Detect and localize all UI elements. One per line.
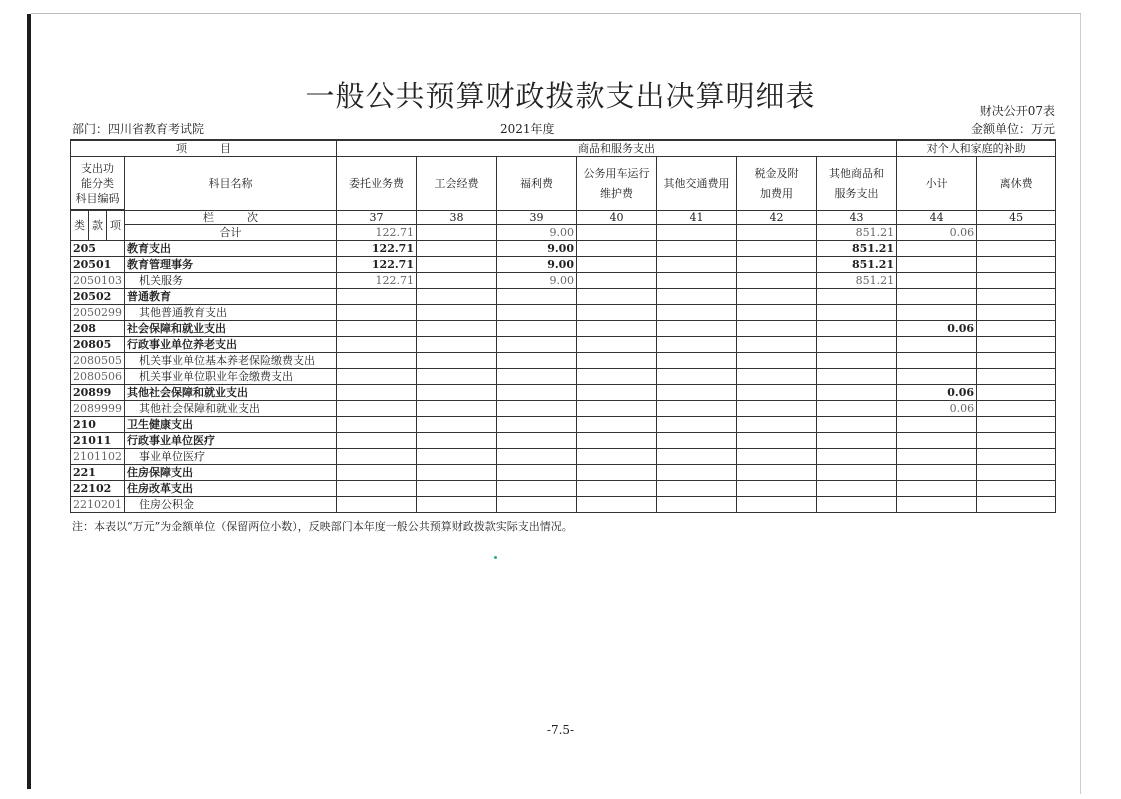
row-cell <box>337 385 417 401</box>
row-code: 205 <box>71 241 125 257</box>
row-name: 住房保障支出 <box>125 465 337 481</box>
row-cell: 122.71 <box>337 273 417 289</box>
row-cell <box>977 305 1056 321</box>
row-cell <box>417 273 497 289</box>
row-cell <box>657 433 737 449</box>
row-cell <box>577 401 657 417</box>
table-row <box>71 257 1056 273</box>
row-cell <box>657 257 737 273</box>
row-cell <box>337 465 417 481</box>
row-cell <box>337 497 417 513</box>
row-cell <box>977 465 1056 481</box>
row-cell <box>977 417 1056 433</box>
row-cell <box>577 273 657 289</box>
row-code: 2050299 <box>71 305 125 321</box>
row-cell <box>737 273 817 289</box>
row-cell <box>737 369 817 385</box>
row-cell <box>977 385 1056 401</box>
row-name: 教育管理事务 <box>125 257 337 273</box>
row-cell <box>737 481 817 497</box>
table-row <box>71 497 1056 513</box>
row-cell <box>817 289 897 305</box>
row-cell <box>497 321 577 337</box>
row-cell <box>977 241 1056 257</box>
row-cell <box>897 449 977 465</box>
row-cell <box>417 465 497 481</box>
row-cell <box>737 337 817 353</box>
row-cell <box>817 353 897 369</box>
header-col-subtotal: 小计 <box>897 157 977 211</box>
year-label: 2021年度 <box>500 122 555 136</box>
row-name: 其他社会保障和就业支出 <box>125 401 337 417</box>
row-code: 221 <box>71 465 125 481</box>
header-col-entrusted: 委托业务费 <box>337 157 417 211</box>
row-code: 208 <box>71 321 125 337</box>
department-label: 部门：四川省教育考试院 <box>72 122 205 136</box>
row-cell <box>657 369 737 385</box>
row-cell <box>657 417 737 433</box>
header-name-label: 科目名称 <box>125 157 337 211</box>
row-cell <box>497 353 577 369</box>
row-cell <box>577 481 657 497</box>
row-cell <box>417 481 497 497</box>
table-row <box>71 305 1056 321</box>
row-cell <box>657 449 737 465</box>
row-cell <box>737 257 817 273</box>
row-name: 社会保障和就业支出 <box>125 321 337 337</box>
col-number-37: 37 <box>337 211 417 225</box>
row-cell <box>417 241 497 257</box>
row-code: 20899 <box>71 385 125 401</box>
row-cell <box>817 481 897 497</box>
row-cell <box>817 497 897 513</box>
row-cell <box>417 257 497 273</box>
row-cell <box>657 465 737 481</box>
row-cell <box>657 481 737 497</box>
unit-label: 金额单位：万元 <box>970 122 1055 136</box>
row-cell <box>977 369 1056 385</box>
total-cell <box>657 225 737 241</box>
row-name: 事业单位医疗 <box>125 449 337 465</box>
row-cell <box>577 257 657 273</box>
row-cell <box>497 481 577 497</box>
row-cell <box>577 337 657 353</box>
row-cell <box>577 321 657 337</box>
row-cell <box>737 433 817 449</box>
row-cell <box>977 273 1056 289</box>
col-number-39: 39 <box>497 211 577 225</box>
row-cell <box>817 337 897 353</box>
page-title: 一般公共预算财政拨款支出决算明细表 <box>305 79 816 113</box>
row-cell <box>817 321 897 337</box>
row-cell <box>337 353 417 369</box>
row-cell <box>897 289 977 305</box>
row-code: 2089999 <box>71 401 125 417</box>
row-cell <box>977 353 1056 369</box>
row-cell: 0.06 <box>897 401 977 417</box>
row-cell <box>817 401 897 417</box>
row-cell <box>577 369 657 385</box>
scan-left-edge <box>27 14 31 789</box>
row-name: 其他社会保障和就业支出 <box>125 385 337 401</box>
row-cell <box>737 321 817 337</box>
row-cell <box>417 433 497 449</box>
col-number-45: 45 <box>977 211 1056 225</box>
row-cell <box>977 449 1056 465</box>
row-cell <box>337 481 417 497</box>
row-cell <box>417 417 497 433</box>
header-individual-subsidy: 对个人和家庭的补助 <box>897 140 1056 157</box>
col-number-38: 38 <box>417 211 497 225</box>
row-cell <box>897 481 977 497</box>
row-cell: 0.06 <box>897 385 977 401</box>
row-cell <box>577 433 657 449</box>
page-number: -7.5- <box>546 723 575 737</box>
table-row <box>71 401 1056 417</box>
col-number-41: 41 <box>657 211 737 225</box>
row-cell <box>657 305 737 321</box>
row-cell <box>577 449 657 465</box>
row-cell <box>417 401 497 417</box>
table-row <box>71 433 1056 449</box>
row-cell: 122.71 <box>337 241 417 257</box>
row-cell <box>497 305 577 321</box>
row-cell <box>657 353 737 369</box>
row-cell <box>897 497 977 513</box>
row-cell <box>417 369 497 385</box>
row-cell <box>977 433 1056 449</box>
table-row <box>71 385 1056 401</box>
row-cell <box>337 433 417 449</box>
total-label: 合计 <box>125 225 337 241</box>
row-cell <box>657 401 737 417</box>
row-name: 住房改革支出 <box>125 481 337 497</box>
row-name: 普通教育 <box>125 289 337 305</box>
row-cell <box>497 417 577 433</box>
row-cell <box>977 481 1056 497</box>
row-code: 20502 <box>71 289 125 305</box>
row-name: 教育支出 <box>125 241 337 257</box>
scan-speck <box>494 556 497 559</box>
row-cell <box>977 401 1056 417</box>
row-cell <box>657 241 737 257</box>
row-cell <box>417 305 497 321</box>
total-cell <box>577 225 657 241</box>
row-cell <box>417 337 497 353</box>
row-cell <box>897 337 977 353</box>
header-xiang: 项 <box>107 211 125 241</box>
table-row <box>71 369 1056 385</box>
row-cell <box>897 257 977 273</box>
row-cell <box>737 465 817 481</box>
row-code: 20805 <box>71 337 125 353</box>
row-cell <box>577 417 657 433</box>
row-cell <box>497 369 577 385</box>
header-col-official-vehicle: 公务用车运行维护费 <box>577 157 657 211</box>
form-code: 财决公开07表 <box>979 104 1055 118</box>
row-name: 机关服务 <box>125 273 337 289</box>
row-cell <box>897 273 977 289</box>
col-number-44: 44 <box>897 211 977 225</box>
col-number-42: 42 <box>737 211 817 225</box>
row-code: 2101102 <box>71 449 125 465</box>
header-code-label <box>71 157 125 210</box>
row-code: 22102 <box>71 481 125 497</box>
scan-right-edge <box>1080 14 1081 794</box>
row-cell <box>817 385 897 401</box>
header-col-union: 工会经费 <box>417 157 497 211</box>
row-cell <box>577 241 657 257</box>
table-row <box>71 465 1056 481</box>
row-cell <box>497 401 577 417</box>
row-code: 210 <box>71 417 125 433</box>
header-col-welfare: 福利费 <box>497 157 577 211</box>
row-code: 2210201 <box>71 497 125 513</box>
row-cell <box>577 353 657 369</box>
row-cell <box>577 385 657 401</box>
row-code: 21011 <box>71 433 125 449</box>
row-code: 20501 <box>71 257 125 273</box>
total-row <box>71 225 1056 241</box>
table-row <box>71 337 1056 353</box>
row-cell <box>337 305 417 321</box>
row-cell <box>497 337 577 353</box>
row-cell <box>577 289 657 305</box>
header-lei: 类 <box>71 211 89 241</box>
row-name: 住房公积金 <box>125 497 337 513</box>
row-cell <box>657 289 737 305</box>
row-name: 行政事业单位养老支出 <box>125 337 337 353</box>
table-row <box>71 353 1056 369</box>
row-cell <box>417 289 497 305</box>
row-cell <box>977 497 1056 513</box>
header-col-other-goods: 其他商品和服务支出 <box>817 157 897 211</box>
row-code: 2050103 <box>71 273 125 289</box>
row-cell <box>737 353 817 369</box>
row-name: 行政事业单位医疗 <box>125 433 337 449</box>
row-cell <box>737 289 817 305</box>
row-cell <box>417 353 497 369</box>
table-row <box>71 289 1056 305</box>
row-cell <box>497 465 577 481</box>
row-cell: 851.21 <box>817 257 897 273</box>
row-cell <box>417 497 497 513</box>
row-cell: 851.21 <box>817 273 897 289</box>
row-cell <box>737 305 817 321</box>
total-cell: 122.71 <box>337 225 417 241</box>
row-cell <box>817 305 897 321</box>
row-cell <box>577 465 657 481</box>
row-cell <box>497 497 577 513</box>
scan-top-edge <box>31 13 1081 14</box>
row-cell <box>817 465 897 481</box>
row-cell <box>737 385 817 401</box>
row-cell: 0.06 <box>897 321 977 337</box>
row-cell <box>337 449 417 465</box>
total-cell <box>977 225 1056 241</box>
row-cell <box>977 321 1056 337</box>
row-cell <box>417 385 497 401</box>
row-cell <box>737 449 817 465</box>
row-cell <box>577 497 657 513</box>
row-cell <box>497 289 577 305</box>
row-cell <box>657 337 737 353</box>
col-number-43: 43 <box>817 211 897 225</box>
row-cell: 9.00 <box>497 273 577 289</box>
row-cell <box>337 337 417 353</box>
row-cell <box>977 257 1056 273</box>
header-kuan: 款 <box>89 211 107 241</box>
row-cell <box>977 337 1056 353</box>
row-cell <box>337 417 417 433</box>
row-cell <box>897 241 977 257</box>
total-cell <box>417 225 497 241</box>
row-cell <box>817 417 897 433</box>
total-cell: 0.06 <box>897 225 977 241</box>
row-cell <box>897 417 977 433</box>
row-cell <box>737 497 817 513</box>
table-row <box>71 449 1056 465</box>
table-row <box>71 273 1056 289</box>
total-cell: 851.21 <box>817 225 897 241</box>
row-cell <box>817 369 897 385</box>
row-cell <box>817 449 897 465</box>
row-cell <box>657 385 737 401</box>
row-cell <box>817 433 897 449</box>
row-cell: 122.71 <box>337 257 417 273</box>
row-cell <box>337 321 417 337</box>
row-cell: 9.00 <box>497 241 577 257</box>
footnote: 注：本表以“万元”为金额单位（保留两位小数），反映部门本年度一般公共预算财政拨款实际支出情况。 <box>72 520 573 533</box>
table-row <box>71 481 1056 497</box>
table-row <box>71 241 1056 257</box>
row-cell <box>657 321 737 337</box>
header-code-label-line3: 科目编码 <box>75 191 120 205</box>
row-name: 机关事业单位职业年金缴费支出 <box>125 369 337 385</box>
table-row <box>71 321 1056 337</box>
row-code: 2080506 <box>71 369 125 385</box>
row-cell <box>897 433 977 449</box>
row-name: 其他普通教育支出 <box>125 305 337 321</box>
row-name: 机关事业单位基本养老保险缴费支出 <box>125 353 337 369</box>
row-cell <box>897 353 977 369</box>
row-cell <box>417 321 497 337</box>
row-cell <box>497 433 577 449</box>
row-cell <box>337 369 417 385</box>
row-cell <box>737 401 817 417</box>
row-cell <box>497 385 577 401</box>
expenditure-detail-table <box>70 139 1056 513</box>
header-code-label-line1: 支出功 <box>81 161 114 175</box>
header-xiang-mu: 项 目 <box>71 140 337 157</box>
header-code-label-line2: 能分类 <box>81 176 114 190</box>
header-goods-services: 商品和服务支出 <box>337 140 897 157</box>
col-number-40: 40 <box>577 211 657 225</box>
row-cell <box>737 417 817 433</box>
row-cell <box>977 289 1056 305</box>
row-cell <box>577 305 657 321</box>
row-cell <box>897 369 977 385</box>
row-cell <box>337 289 417 305</box>
row-code: 2080505 <box>71 353 125 369</box>
row-cell <box>497 449 577 465</box>
row-cell <box>897 305 977 321</box>
header-lan-ci: 栏 次 <box>125 211 337 225</box>
row-cell <box>897 465 977 481</box>
row-cell <box>337 401 417 417</box>
row-cell <box>657 497 737 513</box>
header-col-other-transport: 其他交通费用 <box>657 157 737 211</box>
row-name: 卫生健康支出 <box>125 417 337 433</box>
total-cell <box>737 225 817 241</box>
row-cell <box>657 273 737 289</box>
table-row <box>71 417 1056 433</box>
total-cell: 9.00 <box>497 225 577 241</box>
row-cell: 9.00 <box>497 257 577 273</box>
row-cell: 851.21 <box>817 241 897 257</box>
row-cell <box>417 449 497 465</box>
header-col-retirement: 离休费 <box>977 157 1056 211</box>
header-col-taxes: 税金及附加费用 <box>737 157 817 211</box>
row-cell <box>737 241 817 257</box>
